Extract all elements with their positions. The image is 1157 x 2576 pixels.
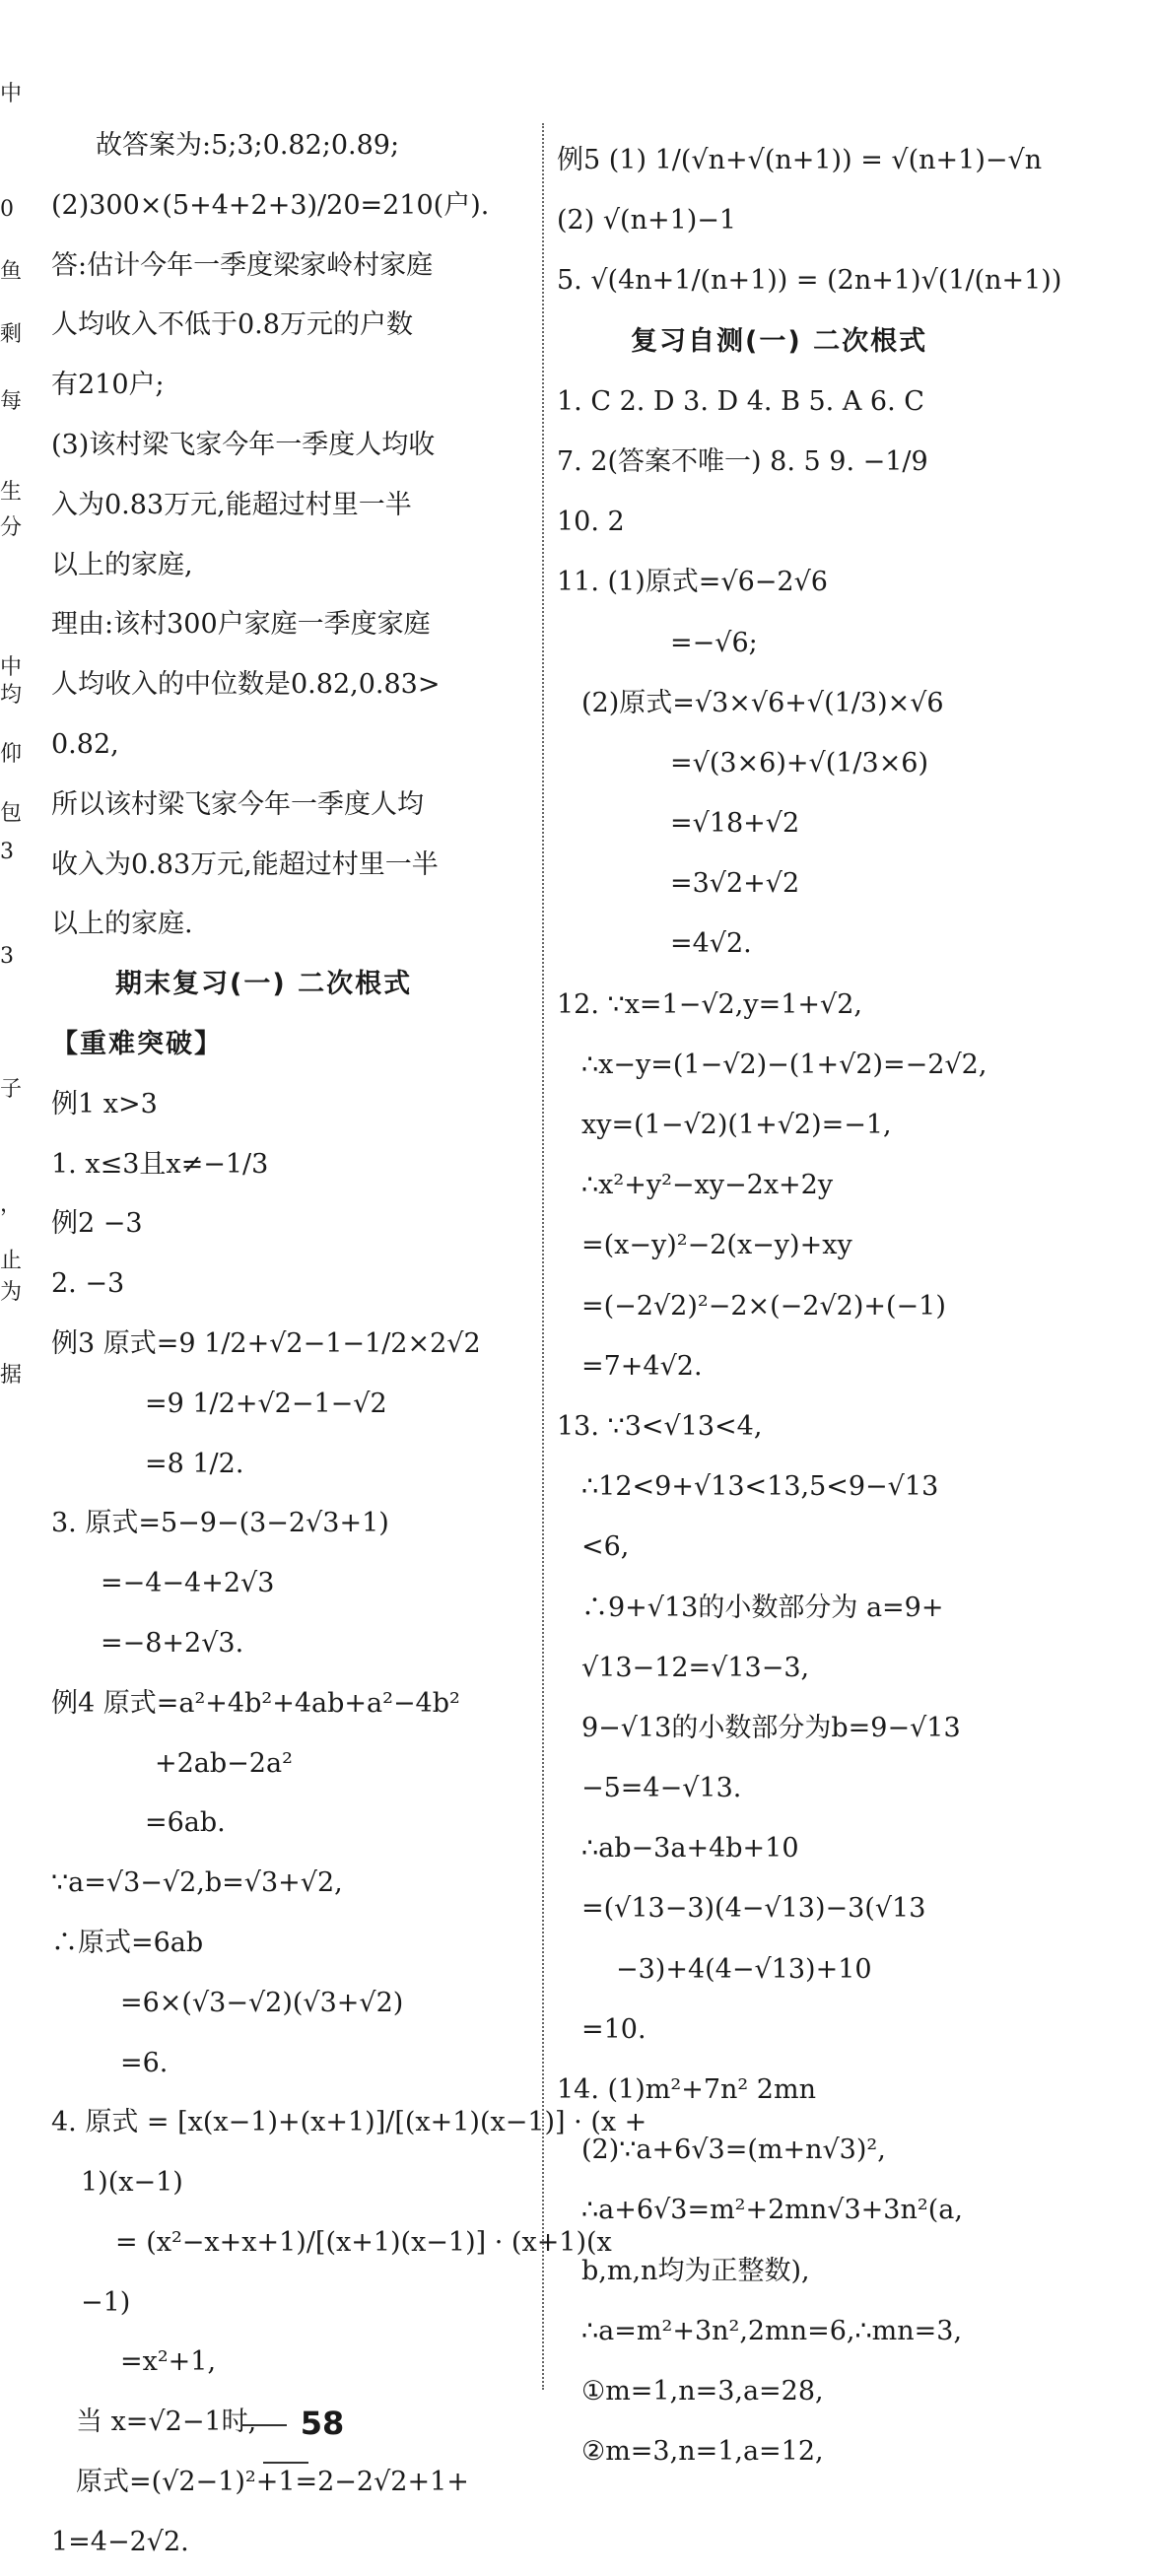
answer-line: =9 1/2+√2−1−√2	[145, 1388, 387, 1419]
edge-char: 止	[0, 1249, 23, 1273]
answer-line: =8 1/2.	[145, 1448, 244, 1479]
edge-char: 中	[0, 82, 23, 106]
answer-line: =(x−y)²−2(x−y)+xy	[581, 1230, 852, 1261]
answer-line: =6×(√3−√2)(√3+√2)	[120, 1987, 404, 2018]
answer-line: +2ab−2a²	[155, 1747, 293, 1779]
answer-line: ∴x−y=(1−√2)−(1+√2)=−2√2,	[581, 1049, 987, 1080]
answer-line: 以上的家庭,	[51, 549, 193, 580]
edge-char: 为	[0, 1280, 23, 1305]
answer-line: 12. ∵x=1−√2,y=1+√2,	[557, 988, 862, 1020]
answer-line: ∴a=m²+3n²,2mn=6,∴mn=3,	[581, 2315, 963, 2346]
answer-line: =−4−4+2√3	[101, 1568, 275, 1599]
answer-line: 人均收入的中位数是0.82,0.83>	[51, 669, 441, 701]
edge-char: 0	[0, 197, 14, 222]
answer-line: −1)	[81, 2286, 131, 2318]
answer-line: 理由:该村300户家庭一季度家庭	[51, 609, 431, 641]
answer-line: 10. 2	[557, 507, 625, 538]
answer-line: 0.82,	[51, 728, 119, 760]
answer-line: b,m,n均为正整数),	[581, 2255, 810, 2286]
answer-line: 以上的家庭.	[51, 909, 193, 940]
answer-line: =x²+1,	[120, 2346, 217, 2378]
answer-line: 原式=(√2−1)²+1=2−2√2+1+	[76, 2467, 469, 2498]
answer-line: 4. 原式 = [x(x−1)+(x+1)]/[(x+1)(x−1)] · (x +	[51, 2107, 647, 2138]
answer-line: =(−2√2)²−2×(−2√2)+(−1)	[581, 1290, 946, 1322]
answer-line: 14. (1)m²+7n² 2mn	[557, 2074, 816, 2105]
edge-char: 3	[0, 840, 14, 864]
answer-line: 1. x≤3且x≠−1/3	[51, 1148, 269, 1180]
answer-line: ∴ab−3a+4b+10	[581, 1833, 799, 1864]
answer-line: <6,	[581, 1531, 630, 1563]
answer-line: =7+4√2.	[581, 1350, 703, 1382]
edge-char: 分	[0, 515, 23, 540]
page-number: 58	[197, 2405, 374, 2479]
column-divider	[542, 123, 544, 2390]
answer-line: =√(3×6)+√(1/3×6)	[670, 747, 929, 779]
right-answer-column	[557, 130, 1089, 2481]
answer-line: 人均收入不低于0.8万元的户数	[51, 309, 413, 341]
answer-line: 3. 原式=5−9−(3−2√3+1)	[51, 1508, 389, 1539]
answer-line: 11. (1)原式=√6−2√6	[557, 567, 828, 598]
answer-line: (2) √(n+1)−1	[557, 205, 737, 237]
answer-line: 入为0.83万元,能超过村里一半	[51, 489, 412, 520]
answer-line: = (x²−x+x+1)/[(x+1)(x−1)] · (x+1)(x	[115, 2226, 612, 2258]
answer-line: (2)原式=√3×√6+√(1/3)×√6	[581, 687, 944, 718]
answer-line: ∴x²+y²−xy−2x+2y	[581, 1170, 834, 1201]
answer-line: 所以该村梁飞家今年一季度人均	[51, 788, 424, 820]
answer-line: ∴a+6√3=m²+2mn√3+3n²(a,	[581, 2195, 963, 2226]
answer-line: ∴原式=6ab	[51, 1927, 204, 1958]
edge-char: 生	[0, 480, 23, 505]
answer-line: ②m=3,n=1,a=12,	[581, 2436, 824, 2468]
answer-line: 5. √(4n+1/(n+1)) = (2n+1)√(1/(n+1))	[557, 265, 1062, 297]
answer-line: =6.	[120, 2047, 169, 2078]
answer-line: 答:估计今年一季度梁家岭村家庭	[51, 249, 434, 281]
edge-char: 剩	[0, 322, 23, 347]
answer-line: 例4 原式=a²+4b²+4ab+a²−4b²	[51, 1687, 460, 1719]
answer-line: =−√6;	[670, 627, 758, 658]
answer-line: (3)该村梁飞家今年一季度人均收	[51, 429, 436, 460]
answer-line: 例5 (1) 1/(√n+√(n+1)) = √(n+1)−√n	[557, 145, 1043, 175]
answer-line: =−8+2√3.	[101, 1627, 244, 1659]
answer-line: 当 x=√2−1时,	[76, 2407, 257, 2438]
edge-char: 子	[0, 1077, 23, 1102]
answer-line: =(√13−3)(4−√13)−3(√13	[581, 1893, 926, 1925]
edge-char: 3	[0, 944, 14, 969]
edge-char: 据	[0, 1363, 23, 1388]
answer-line: ①m=1,n=3,a=28,	[581, 2375, 824, 2407]
left-edge-fragments	[0, 0, 34, 2576]
answer-line: 7. 2(答案不唯一) 8. 5 9. −1/9	[557, 445, 928, 477]
answer-line: 1. C 2. D 3. D 4. B 5. A 6. C	[557, 385, 924, 417]
answer-line: 例1 x>3	[51, 1088, 158, 1119]
answer-line: xy=(1−√2)(1+√2)=−1,	[581, 1110, 892, 1140]
answer-line: 有210户;	[51, 370, 165, 401]
edge-char: 仰	[0, 742, 23, 767]
edge-char: ，	[0, 1192, 23, 1217]
edge-char: 中	[0, 655, 23, 680]
edge-char: 每	[0, 389, 23, 414]
answer-line: =10.	[581, 2013, 647, 2045]
edge-char: 均	[0, 683, 23, 708]
answer-line: −3)+4(4−√13)+10	[616, 1953, 872, 1985]
answer-line: =4√2.	[670, 928, 752, 960]
answer-line: 例2 −3	[51, 1208, 143, 1240]
answer-line: (2)∵a+6√3=(m+n√3)²,	[581, 2135, 886, 2166]
answer-line: ∵a=√3−√2,b=√3+√2,	[51, 1867, 343, 1899]
answer-line: 1=4−2√2.	[51, 2526, 189, 2557]
answer-line: (2)300×(5+4+2+3)/20=210(户).	[51, 189, 490, 221]
answer-line: 例3 原式=9 1/2+√2−1−1/2×2√2	[51, 1327, 481, 1359]
answer-line: −5=4−√13.	[581, 1773, 742, 1804]
answer-line: ∴12<9+√13<13,5<9−√13	[581, 1471, 939, 1503]
answer-line: 1)(x−1)	[81, 2167, 183, 2199]
answer-line: =√18+√2	[670, 808, 800, 840]
section-heading: 期末复习(一) 二次根式	[115, 969, 413, 1000]
section-heading: 【重难突破】	[51, 1028, 223, 1059]
answer-line: 2. −3	[51, 1268, 125, 1300]
edge-char: 鱼	[0, 259, 23, 284]
edge-char: 包	[0, 801, 23, 826]
answer-line: 9−√13的小数部分为b=9−√13	[581, 1712, 961, 1743]
section-heading: 复习自测(一) 二次根式	[631, 325, 928, 357]
answer-line: 收入为0.83万元,能超过村里一半	[51, 848, 439, 880]
answer-line: √13−12=√13−3,	[581, 1652, 810, 1683]
answer-line: 13. ∵3<√13<4,	[557, 1410, 763, 1442]
answer-line: ∴9+√13的小数部分为 a=9+	[581, 1592, 944, 1623]
answer-line: =6ab.	[145, 1807, 226, 1839]
answer-line: 故答案为:5;3;0.82;0.89;	[96, 130, 400, 161]
answer-line: =3√2+√2	[670, 868, 800, 900]
